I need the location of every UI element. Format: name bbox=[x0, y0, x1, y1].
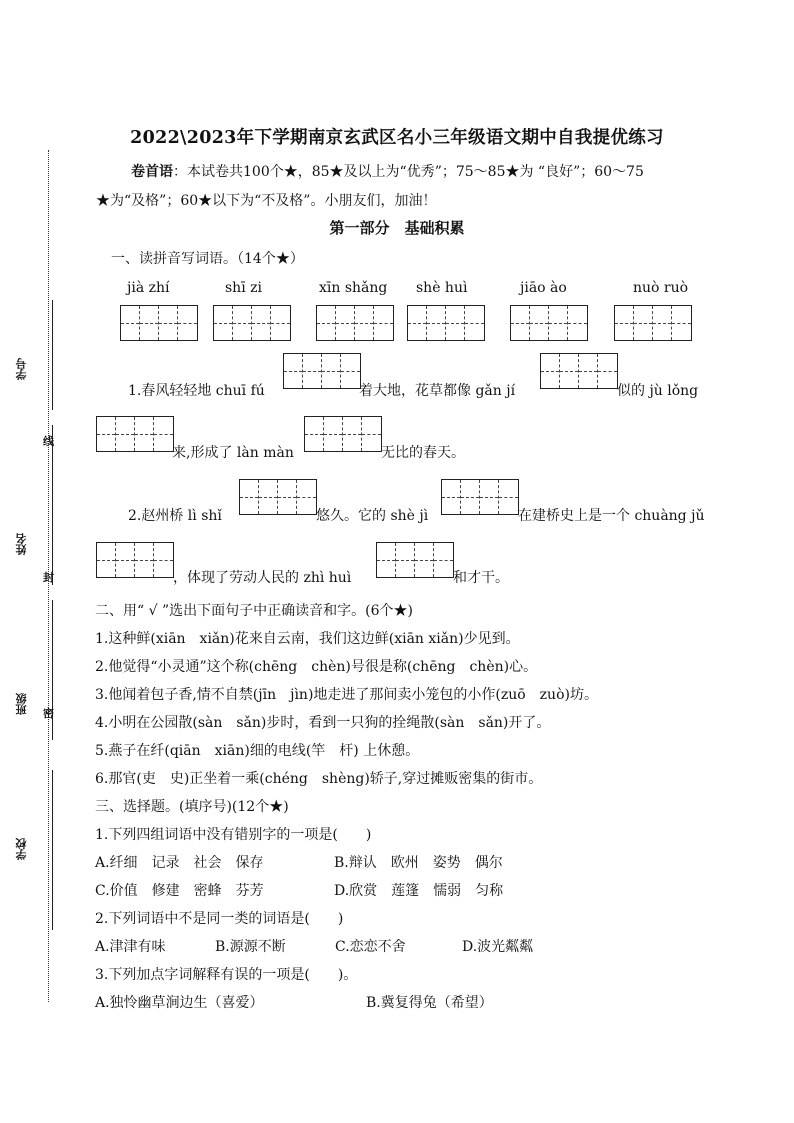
option: D.波光粼粼 bbox=[462, 939, 534, 955]
answer-grid[interactable] bbox=[407, 305, 485, 341]
list-item: 6.那官(吏 史)正坐着一乘(chéng shèng)轿子,穿过摊贩密集的街市。 bbox=[95, 771, 543, 787]
answer-grid[interactable] bbox=[213, 305, 291, 341]
answer-grid[interactable] bbox=[120, 305, 198, 341]
school-label: 学校 bbox=[15, 838, 28, 860]
name-underline bbox=[52, 300, 53, 410]
option: D.欣赏 莲篷 懦弱 匀称 bbox=[334, 883, 504, 899]
sentence2-part-e: 和才干。 bbox=[453, 570, 509, 586]
section1-heading: 一、读拼音写词语。（14个★） bbox=[111, 251, 304, 267]
pinyin-label: xīn shǎng bbox=[319, 280, 388, 296]
answer-grid[interactable] bbox=[510, 305, 588, 341]
pinyin-label: jià zhí bbox=[127, 280, 170, 296]
sentence2-part-b: 悠久。它的 shè jì bbox=[316, 508, 429, 524]
answer-grid[interactable] bbox=[540, 353, 618, 389]
option: B.源源不断 bbox=[215, 939, 286, 955]
class-label: 班级 bbox=[15, 693, 28, 715]
student-id-label: 学号 bbox=[15, 358, 28, 380]
answer-grid[interactable] bbox=[304, 416, 382, 452]
pinyin-label: jiāo ào bbox=[520, 280, 567, 296]
intro-label: 卷首语 bbox=[131, 164, 173, 180]
list-item: 1.这种鲜(xiān xiǎn)花来自云南，我们这边鲜(xiān xiǎn)少见到。 bbox=[95, 631, 520, 647]
sentence1-part-e: 无比的春天。 bbox=[381, 445, 465, 461]
sentence2-part-c: 在建桥史上是一个 chuàng jǔ bbox=[518, 508, 705, 524]
answer-grid[interactable] bbox=[96, 542, 174, 578]
pinyin-label: nuò ruò bbox=[633, 280, 689, 296]
option: C.恋恋不舍 bbox=[335, 939, 406, 955]
list-item: 3.他闻着包子香,情不自禁(jīn jìn)地走进了那间卖小笼包的小作(zuō zuò)坊。 bbox=[95, 687, 598, 703]
question-2: 2.下列词语中不是同一类的词语是( ) bbox=[95, 911, 344, 927]
seal-char-seal: 封 bbox=[43, 571, 54, 584]
name-underline bbox=[52, 425, 53, 585]
sentence1-part-c: 似的 jù lǒng bbox=[617, 383, 699, 399]
sentence1-part-d: 来,形成了 làn màn bbox=[172, 445, 294, 461]
option: A.津津有味 bbox=[95, 939, 166, 955]
intro-line-2: ★为“及格”；60★以下为“不及格”。小朋友们，加油！ bbox=[96, 193, 437, 209]
list-item: 4.小明在公园散(sàn sǎn)步时，看到一只狗的拴绳散(sàn sǎn)开了。 bbox=[95, 715, 551, 731]
seal-char-line: 线 bbox=[43, 435, 54, 448]
answer-grid[interactable] bbox=[441, 479, 519, 515]
option: A.独怜幽草涧边生（喜爱） bbox=[95, 995, 264, 1011]
pinyin-label: shè huì bbox=[416, 280, 468, 296]
name-underline bbox=[52, 770, 53, 930]
answer-grid[interactable] bbox=[376, 542, 454, 578]
seal-char-secret: 密 bbox=[43, 707, 54, 720]
section2-heading: 二、用“ √ ”选出下面句子中正确读音和字。(6个★) bbox=[95, 603, 413, 619]
page-title: 2022\2023年下学期南京玄武区名小三年级语文期中自我提优练习 bbox=[130, 128, 664, 148]
option: B.冀复得兔（希望） bbox=[366, 995, 493, 1011]
answer-grid[interactable] bbox=[239, 479, 317, 515]
option: C.价值 修建 密蜂 芬芳 bbox=[95, 883, 264, 899]
student-name-label: 姓名 bbox=[15, 533, 28, 555]
answer-grid[interactable] bbox=[614, 305, 692, 341]
answer-grid[interactable] bbox=[96, 416, 174, 452]
answer-grid[interactable] bbox=[283, 353, 361, 389]
option: B.辩认 欧州 姿势 偶尔 bbox=[334, 855, 503, 871]
pinyin-label: shī zi bbox=[225, 280, 262, 296]
sentence2-part-a: 2.赵州桥 lì shǐ bbox=[128, 508, 222, 524]
sentence2-part-d: ，体现了劳动人民的 zhì huì bbox=[173, 570, 352, 586]
section3-heading: 三、选择题。(填序号)(12个★) bbox=[95, 799, 289, 815]
question-3: 3.下列加点字词解释有误的一项是( )。 bbox=[95, 967, 358, 983]
sentence1-part-b: 着大地，花草都像 gǎn jí bbox=[359, 383, 516, 399]
intro-text-1: ：本试卷共100个★，85★及以上为“优秀”；75～85★为 “良好”；60～75 bbox=[173, 164, 644, 180]
sentence1-part-a: 1.春风轻轻地 chuī fú bbox=[128, 383, 265, 399]
part1-title: 第一部分 基础积累 bbox=[329, 219, 465, 237]
list-item: 5.燕子在纤(qiān xiān)细的电线(竿 杆) 上休憩。 bbox=[95, 743, 420, 759]
option: A.纤细 记录 社会 保存 bbox=[95, 855, 264, 871]
intro-line-1 bbox=[131, 161, 644, 181]
list-item: 2.他觉得“小灵通”这个称(chēng chèn)号很是称(chēng chèn)心。 bbox=[95, 659, 538, 675]
question-1: 1.下列四组词语中没有错别字的一项是( ) bbox=[95, 827, 372, 843]
answer-grid[interactable] bbox=[316, 305, 394, 341]
